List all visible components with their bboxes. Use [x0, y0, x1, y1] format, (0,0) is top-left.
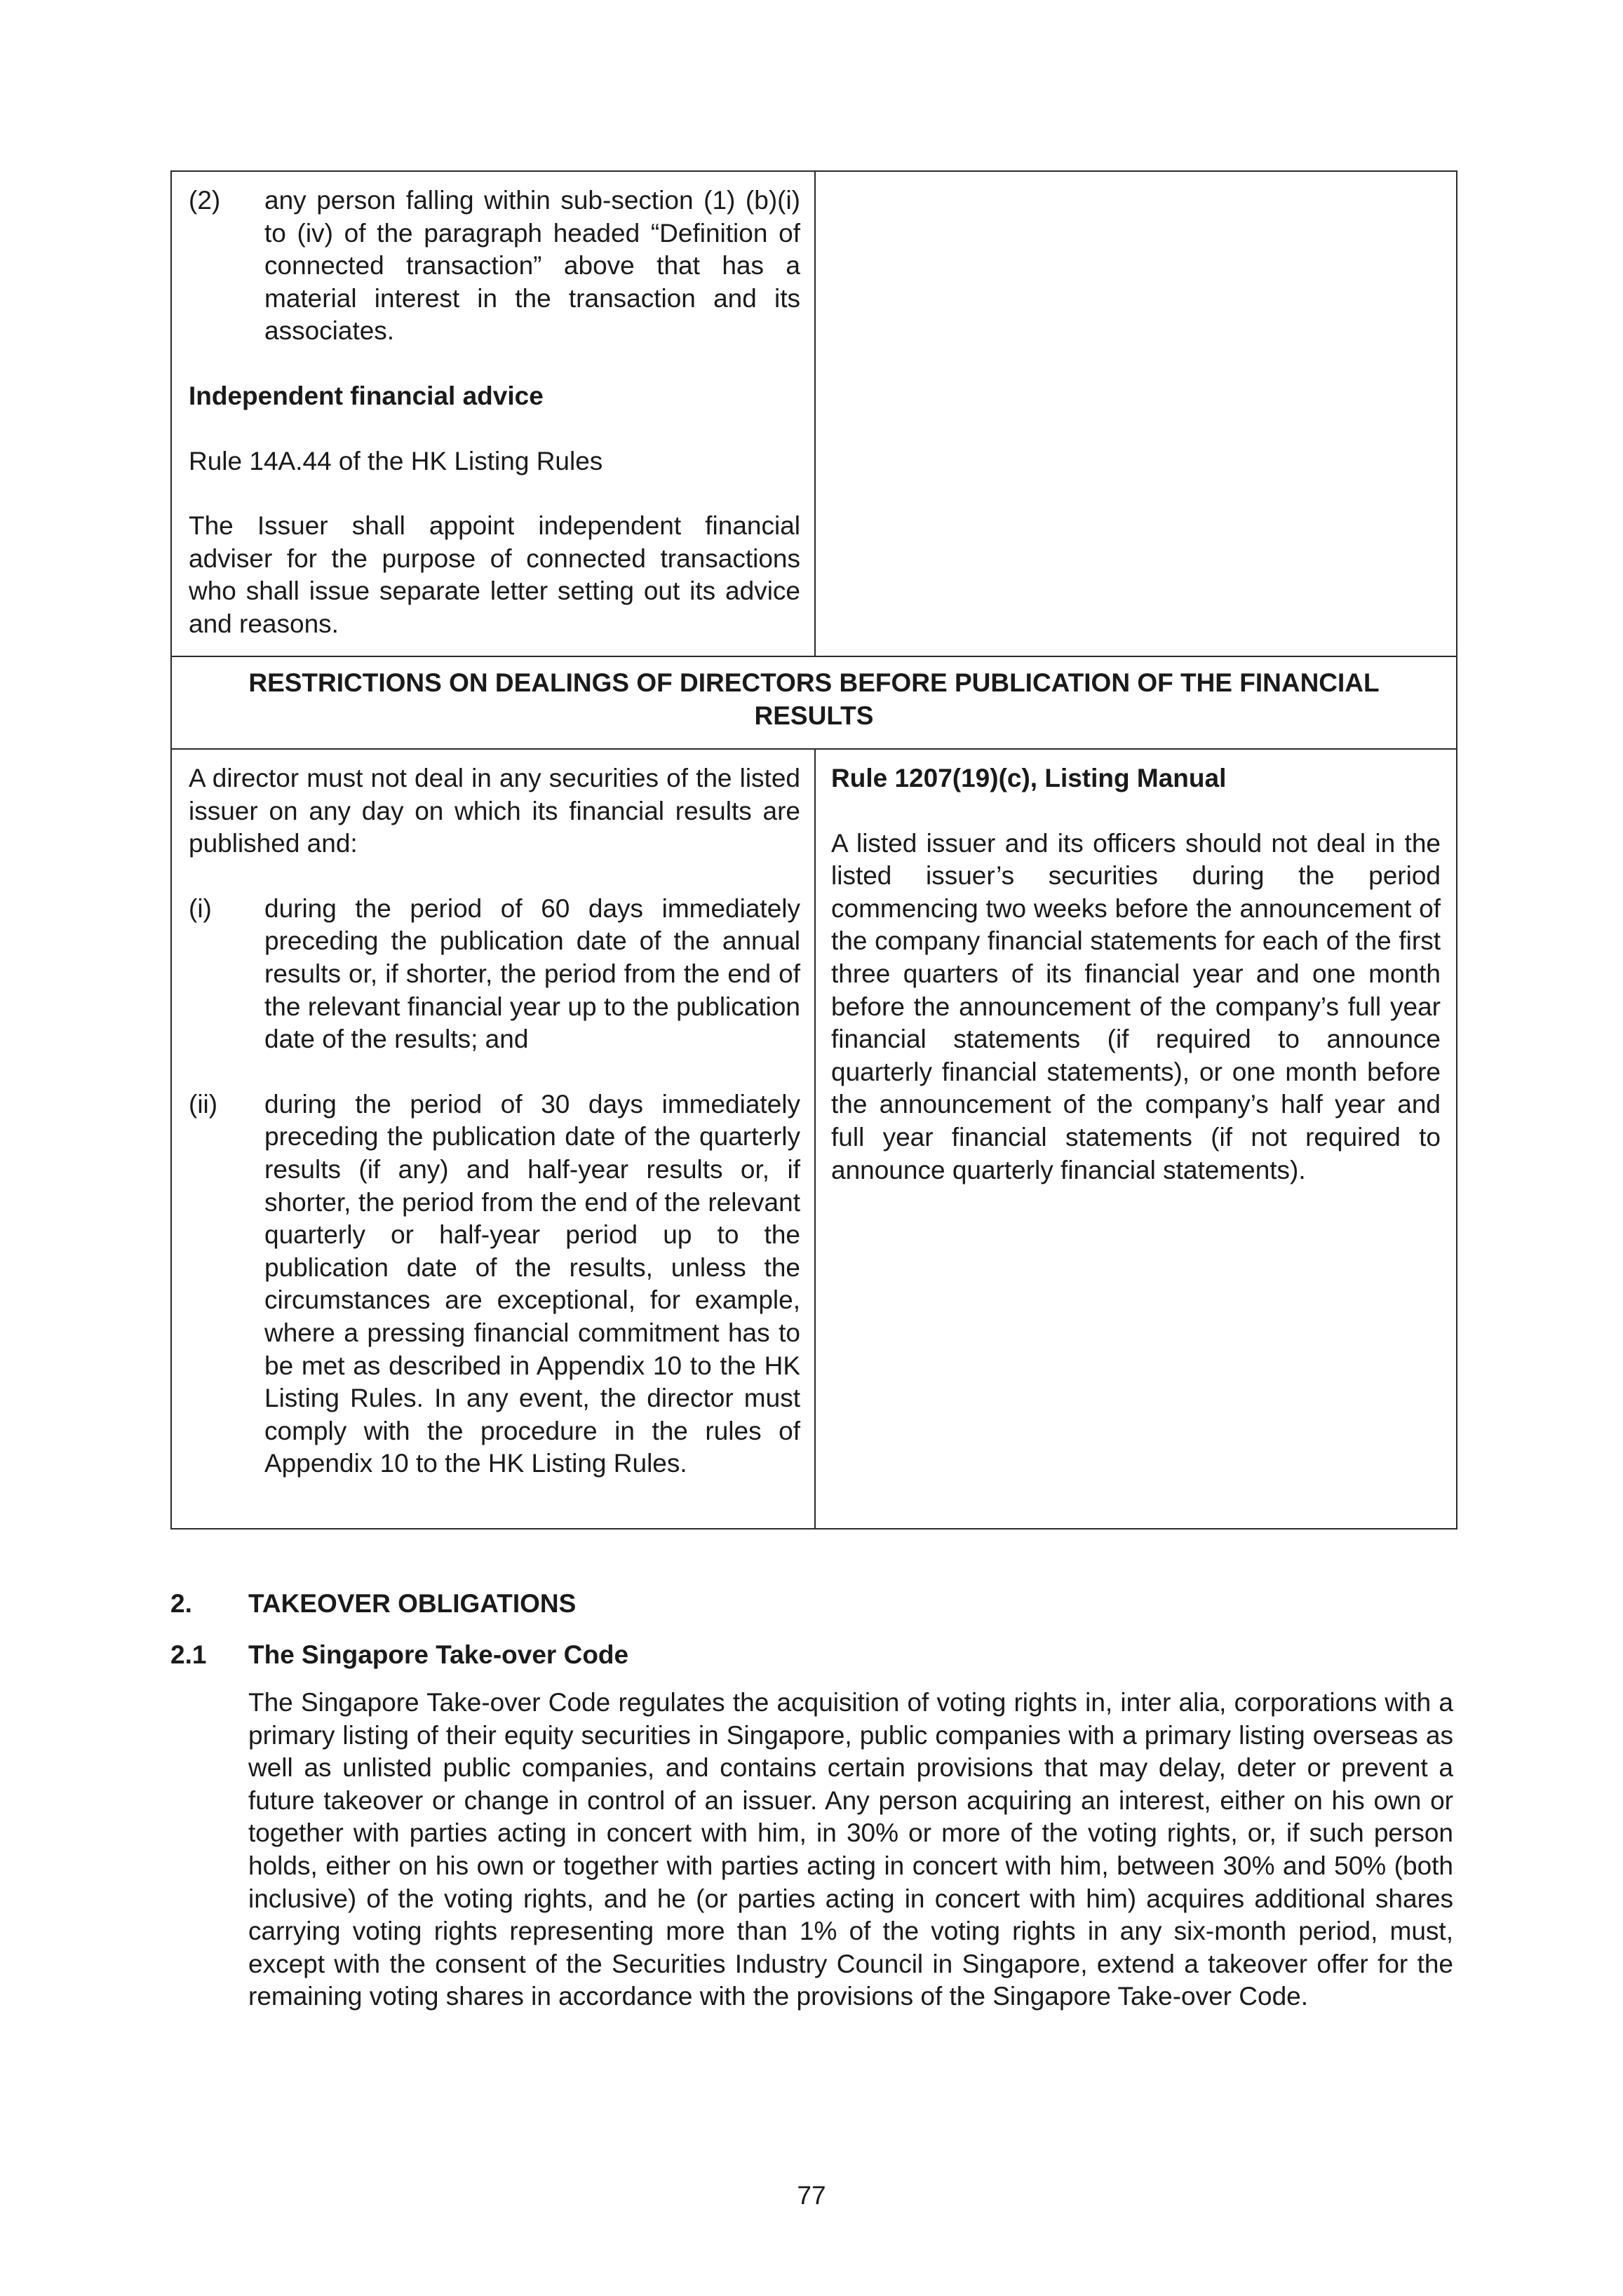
section-title: TAKEOVER OBLIGATIONS [248, 1589, 577, 1618]
list-item [189, 184, 800, 348]
cell-heading: Rule 1207(19)(c), Listing Manual [831, 764, 1227, 792]
item-number: (ii) [189, 1089, 218, 1119]
table-cell-left [171, 171, 815, 656]
table-row [171, 749, 1457, 1529]
table-header-row [171, 656, 1457, 749]
table-header-cell [171, 656, 1457, 749]
list-item [189, 1088, 800, 1480]
cell-heading: Independent financial advice [189, 381, 544, 410]
comparison-table [170, 170, 1457, 1529]
section-heading [170, 1588, 1453, 1621]
subsection-title: The Singapore Take-over Code [248, 1640, 629, 1669]
item-text: any person falling within sub-section (1) (b)(i) to (iv) of the paragraph headed “Definition of connected transaction” above that has a material interest in the transaction and its associates. [264, 186, 800, 346]
table-row [171, 171, 1457, 656]
item-number: (i) [189, 893, 212, 923]
table-cell-right-empty [815, 171, 1457, 656]
item-number: (2) [189, 186, 221, 215]
cell-intro: A director must not deal in any securities of the listed issuer on any day on which its financial results are published and: [189, 764, 800, 858]
page-number: 77 [797, 2181, 826, 2210]
section-header: RESTRICTIONS ON DEALINGS OF DIRECTORS BEFORE PUBLICATION OF THE FINANCIAL RESULTS [248, 668, 1380, 730]
item-text: during the period of 60 days immediately preceding the publication date of the annual results or, if shorter, the period from the end of the relevant financial year up to the publication date of the results; and [264, 893, 800, 1054]
rule-reference: Rule 14A.44 of the HK Listing Rules [189, 446, 603, 475]
subsection-number: 2.1 [170, 1640, 207, 1669]
cell-paragraph: The Issuer shall appoint independent financial adviser for the purpose of connected transactions who shall issue separate letter setting out its advice and reasons. [189, 511, 800, 638]
table-cell-right [815, 749, 1457, 1529]
cell-paragraph: A listed issuer and its officers should not deal in the listed issuer’s securities during the period commencing two weeks before the announcement of the company financial statements for each of the first three quarters of its financial year and one month before the announcement of the company’s full year financial statements (if required to announce quarterly financial statements), or one month before the announcement of the company’s half year and full year financial statements (if not required to announce quarterly financial statements). [831, 828, 1441, 1184]
item-text: during the period of 30 days immediately preceding the publication date of the quarterly results (if any) and half-year results or, if shorter, the period from the end of the relevant quarterly or half-year period up to the publication date of the results, unless the circumstances are exceptional, for example, where a pressing financial commitment has to be met as described in Appendix 10 to the HK Listing Rules. In any event, the director must comply with the procedure in the rules of Appendix 10 to the HK Listing Rules. [264, 1089, 800, 1478]
section-number: 2. [170, 1589, 192, 1618]
list-item [189, 893, 800, 1056]
subsection-heading [170, 1639, 1453, 1672]
table-cell-left [171, 749, 815, 1529]
body-paragraph: The Singapore Take-over Code regulates the acquisition of voting rights in, inter alia, corporations with a primary listing of their equity securities in Singapore, public companies with a primary listing overseas as well as unlisted public companies, and contains certain provisions that may delay, deter or prevent a future takeover or change in control of an issuer. Any person acquiring an interest, either on his own or together with parties acting in concert with him, in 30% or more of the voting rights, or, if such person holds, either on his own or together with parties acting in concert with him, between 30% and 50% (both inclusive) of the voting rights, and he (or parties acting in concert with him) acquires additional shares carrying voting rights representing more than 1% of the voting rights in any six-month period, must, except with the consent of the Securities Industry Council in Singapore, extend a takeover offer for the remaining voting shares in accordance with the provisions of the Singapore Take-over Code. [248, 1688, 1453, 2011]
